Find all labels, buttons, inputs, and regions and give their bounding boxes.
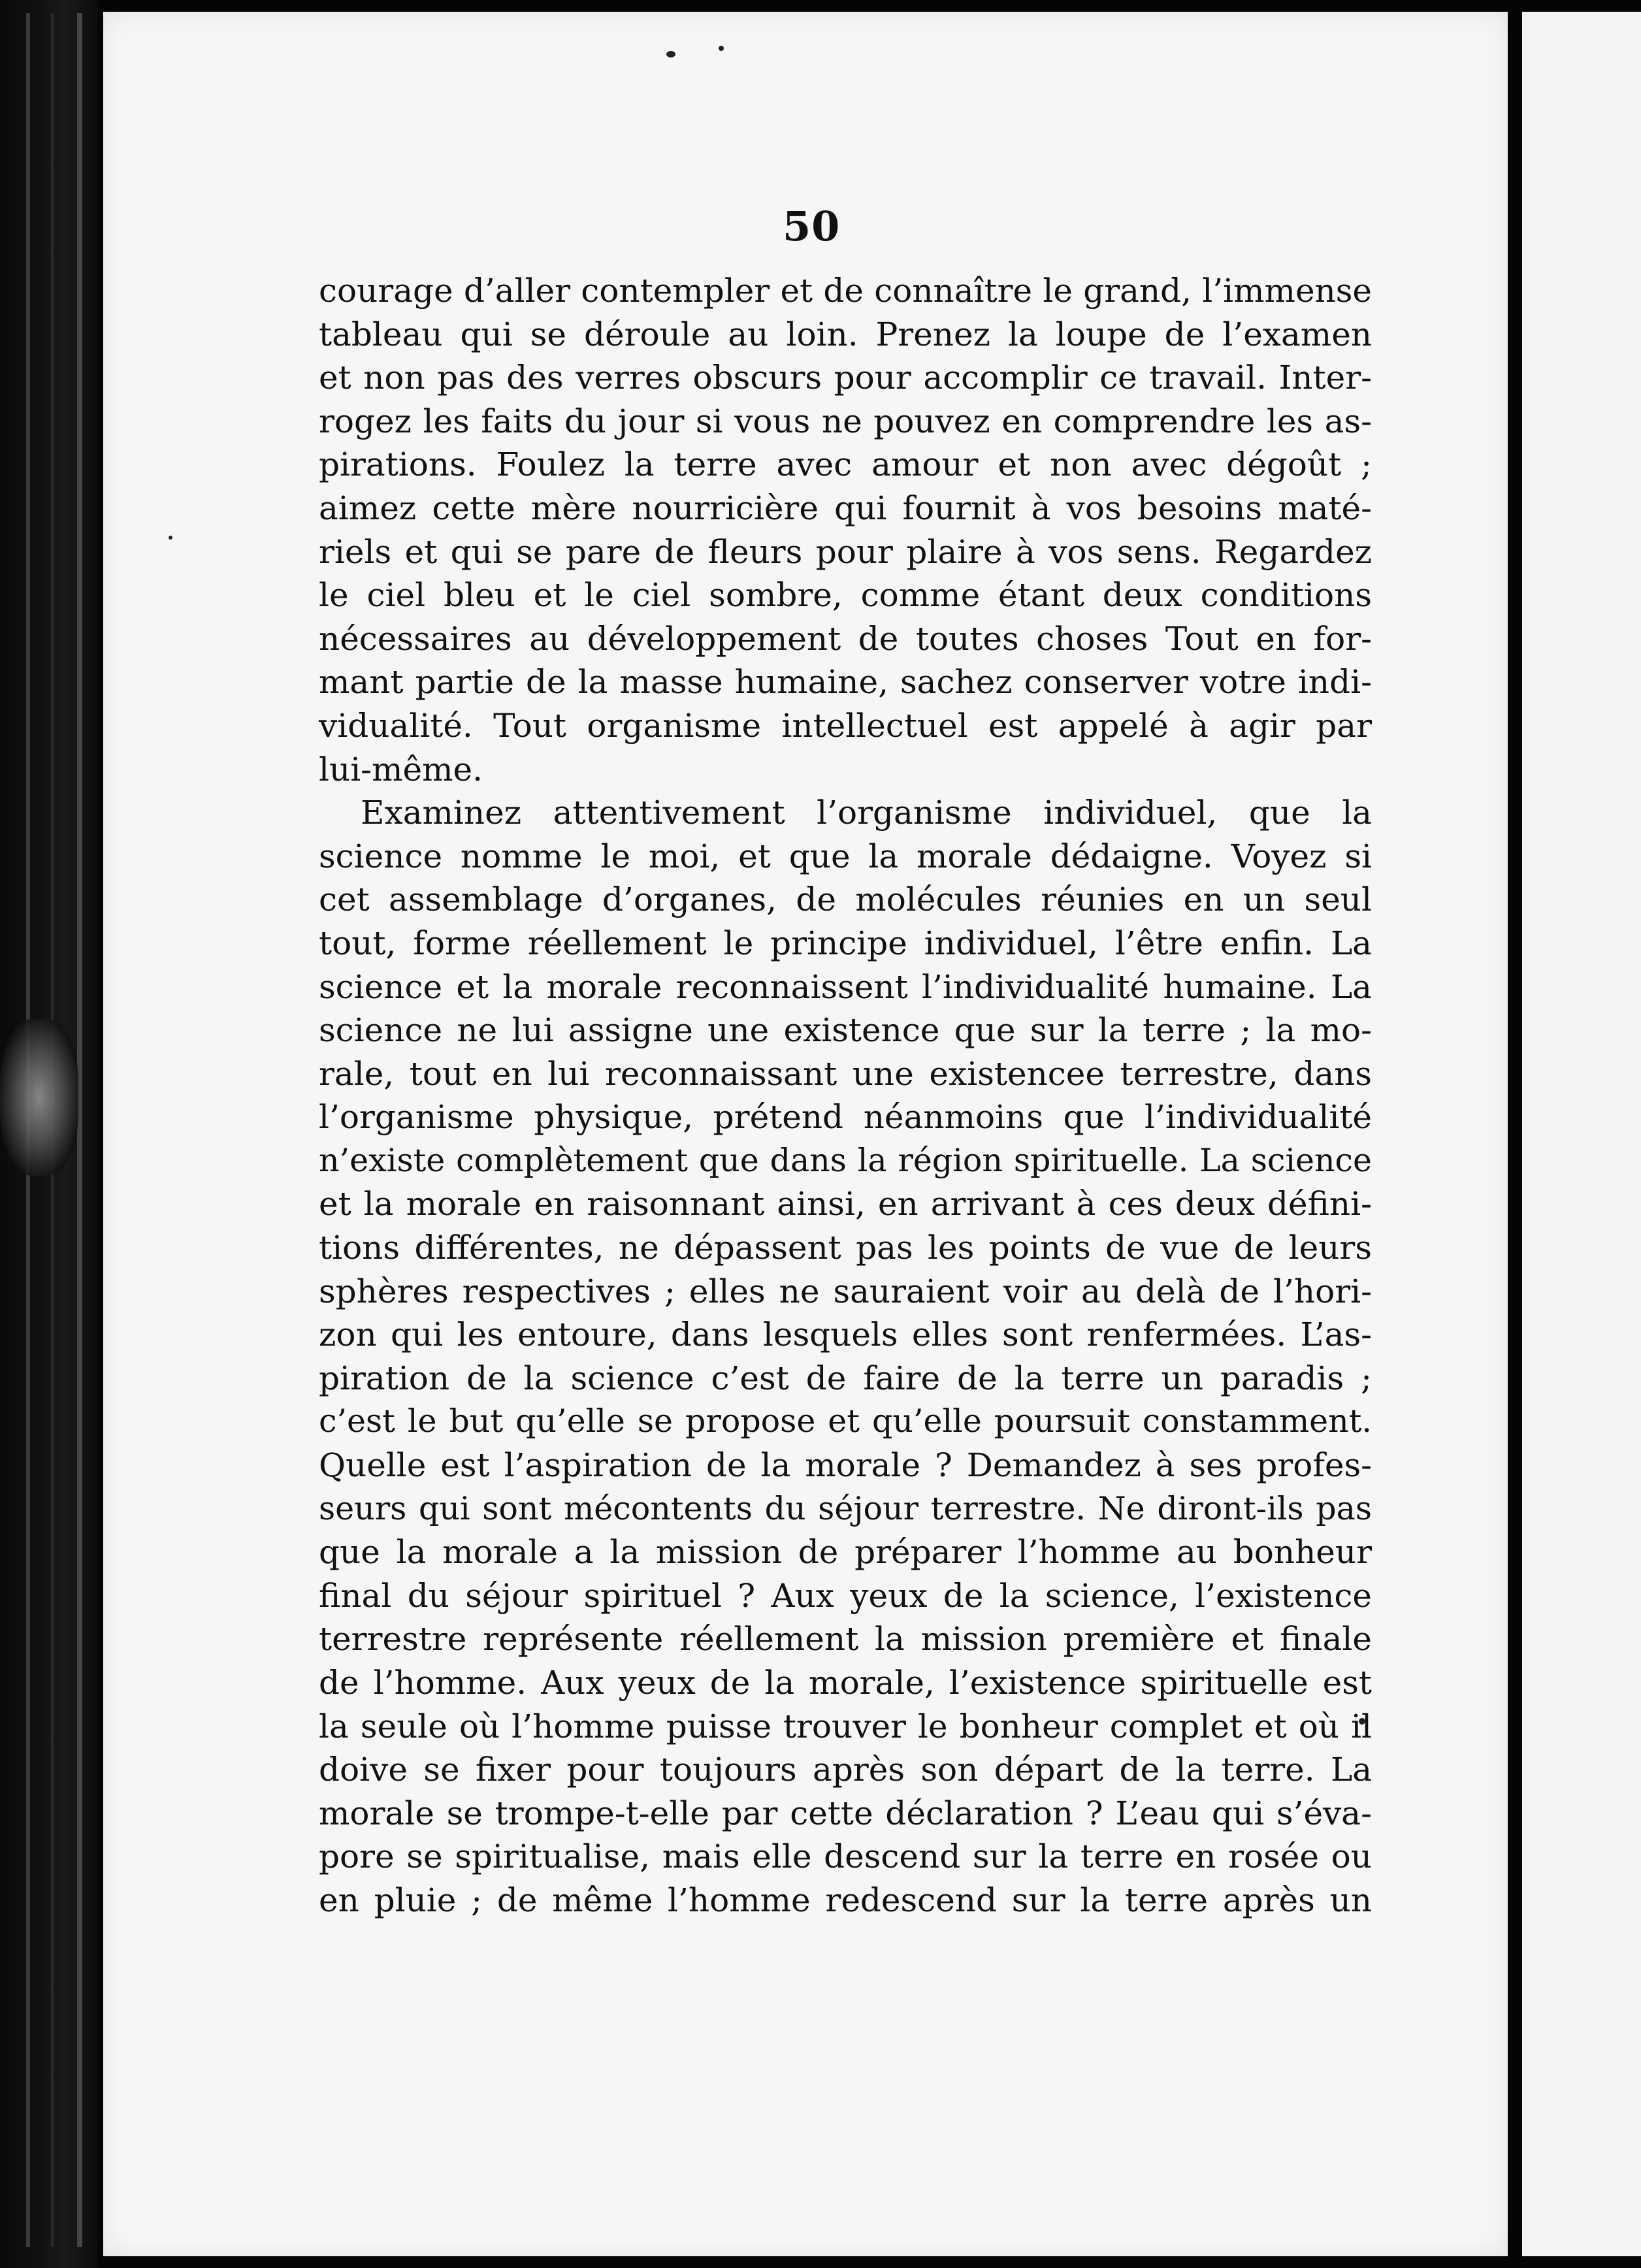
- text-line: terrestre représente réellement la mission première et finale: [319, 1620, 1372, 1659]
- text-line: pore se spiritualise, mais elle descend sur la terre en rosée ou: [319, 1838, 1372, 1876]
- text-line: piration de la science c’est de faire de la terre un paradis ;: [319, 1359, 1372, 1397]
- text-line: et la morale en raisonnant ainsi, en arrivant à ces deux défini-: [319, 1185, 1372, 1223]
- text-line: rogez les faits du jour si vous ne pouvez en comprendre les as-: [319, 402, 1372, 440]
- text-line: morale se trompe-t-elle par cette déclaration ? L’eau qui s’éva-: [319, 1794, 1372, 1832]
- text-line: l’organisme physique, prétend néanmoins que l’individualité: [319, 1098, 1372, 1137]
- text-line: sphères respectives ; elles ne sauraient voir au delà de l’hori-: [319, 1272, 1372, 1310]
- text-line: de l’homme. Aux yeux de la morale, l’existence spirituelle est: [319, 1664, 1372, 1702]
- text-line: tions différentes, ne dépassent pas les points de vue de leurs: [319, 1229, 1372, 1267]
- paragraph-2: [319, 791, 1372, 1922]
- text-line: riels et qui se pare de fleurs pour plaire à vos sens. Regardez: [319, 532, 1372, 571]
- dust-speck: [169, 536, 172, 540]
- text-line: science ne lui assigne une existence que sur la terre ; la mo-: [319, 1011, 1372, 1050]
- dust-speck: [719, 46, 724, 51]
- text-line: zon qui les entoure, dans lesquels elles sont renfermées. L’as-: [319, 1316, 1372, 1354]
- text-line: en pluie ; de même l’homme redescend sur la terre après un: [319, 1881, 1372, 1919]
- text-line: seurs qui sont mécontents du séjour terrestre. Ne diront-ils pas: [319, 1489, 1372, 1527]
- text-line: et non pas des verres obscurs pour accomplir ce travail. Inter-: [319, 359, 1372, 397]
- text-line: la seule où l’homme puisse trouver le bonheur complet et où il: [319, 1707, 1372, 1745]
- text-line: science nomme le moi, et que la morale dédaigne. Voyez si: [319, 837, 1372, 875]
- text-line: mant partie de la masse humaine, sachez conserver votre indi-: [319, 663, 1372, 702]
- text-line: vidualité. Tout organisme intellectuel est appelé à agir par: [319, 706, 1372, 745]
- page-gutter: [1508, 0, 1522, 2268]
- text-line: Examinez attentivement l’organisme individuel, que la: [361, 794, 1372, 832]
- text-line: final du séjour spirituel ? Aux yeux de la science, l’existence: [319, 1576, 1372, 1615]
- binding-line: [77, 13, 82, 2247]
- text-line: science et la morale reconnaissent l’individualité humaine. La: [319, 967, 1372, 1006]
- text-line: pirations. Foulez la terre avec amour et non avec dégoût ;: [319, 446, 1372, 484]
- text-line: rale, tout en lui reconnaissant une existencee terrestre, dans: [319, 1054, 1372, 1093]
- text-line: cet assemblage d’organes, de molécules réunies en un seul: [319, 881, 1372, 919]
- text-line: doive se fixer pour toujours après son départ de la terre. La: [319, 1751, 1372, 1789]
- text-line: c’est le but qu’elle se propose et qu’elle poursuit constamment.: [319, 1402, 1372, 1440]
- text-line: que la morale a la mission de préparer l’homme au bonheur: [319, 1533, 1372, 1572]
- text-line: courage d’aller contempler et de connaître le grand, l’immense: [319, 272, 1372, 310]
- text-line: Quelle est l’aspiration de la morale ? Demandez à ses profes-: [319, 1446, 1372, 1485]
- text-line: lui-même.: [319, 750, 483, 788]
- text-line: aimez cette mère nourricière qui fournit à vos besoins maté-: [319, 489, 1372, 527]
- paragraph-1: [319, 269, 1372, 791]
- binding-stain: [0, 1019, 78, 1176]
- facing-page-edge: [1522, 12, 1641, 2256]
- text-line: n’existe complètement que dans la région spirituelle. La science: [319, 1141, 1372, 1179]
- book-binding: [0, 0, 98, 2268]
- text-line: nécessaires au développement de toutes choses Tout en for-: [319, 619, 1372, 658]
- dust-speck: [666, 51, 675, 57]
- body-text: [319, 269, 1372, 1922]
- text-line: tout, forme réellement le principe individuel, l’être enfin. La: [319, 924, 1372, 962]
- page-number: 50: [783, 202, 841, 250]
- text-line: le ciel bleu et le ciel sombre, comme étant deux conditions: [319, 576, 1372, 615]
- text-line: tableau qui se déroule au loin. Prenez la loupe de l’examen: [319, 315, 1372, 353]
